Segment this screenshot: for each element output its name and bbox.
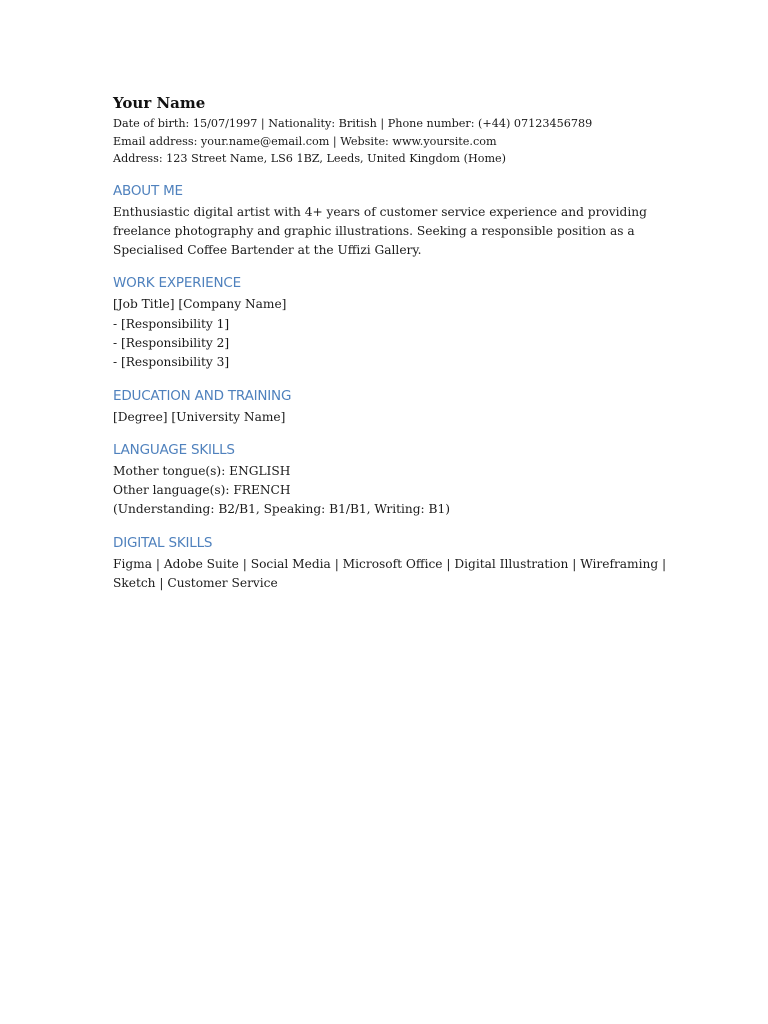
about-text-line: Specialised Coffee Bartender at the Uffizi Gallery. <box>113 243 422 258</box>
mother-tongue-line: Mother tongue(s): ENGLISH <box>113 463 291 478</box>
language-heading: LANGUAGE SKILLS <box>113 441 235 458</box>
about-heading: ABOUT ME <box>113 182 183 199</box>
work-heading: WORK EXPERIENCE <box>113 275 241 292</box>
education-section <box>113 386 673 427</box>
about-text-line: Enthusiastic digital artist with 4+ years of customer service experience and providing <box>113 204 647 219</box>
about-section <box>113 181 673 261</box>
digital-section <box>113 533 673 594</box>
about-text-line: freelance photography and graphic illustrations. Seeking a responsible position as a <box>113 223 635 238</box>
language-section <box>113 440 673 520</box>
job-title-line: [Job Title] [Company Name] <box>113 297 287 312</box>
education-heading: EDUCATION AND TRAINING <box>113 387 292 404</box>
cv-name: Your Name <box>113 94 206 112</box>
cv-page <box>113 92 673 593</box>
responsibility-line: - [Responsibility 1] <box>113 316 230 331</box>
responsibility-line: - [Responsibility 2] <box>113 335 230 350</box>
other-language-line: Other language(s): FRENCH <box>113 483 291 498</box>
language-levels-line: (Understanding: B2/B1, Speaking: B1/B1, Writing: B1) <box>113 502 451 517</box>
digital-skills-line: Sketch | Customer Service <box>113 576 278 591</box>
responsibility-line: - [Responsibility 3] <box>113 355 230 370</box>
address-line: Address: 123 Street Name, LS6 1BZ, Leeds, United Kingdom (Home) <box>113 152 507 165</box>
contact-line: Email address: your.name@email.com | Website: www.yoursite.com <box>113 134 497 148</box>
work-section <box>113 273 673 372</box>
degree-line: [Degree] [University Name] <box>113 409 286 424</box>
digital-skills-line: Figma | Adobe Suite | Social Media | Microsoft Office | Digital Illustration | Wireframing | <box>113 556 667 571</box>
digital-heading: DIGITAL SKILLS <box>113 534 213 551</box>
personal-details-line: Date of birth: 15/07/1997 | Nationality: British | Phone number: (+44) 07123456789 <box>113 117 593 130</box>
